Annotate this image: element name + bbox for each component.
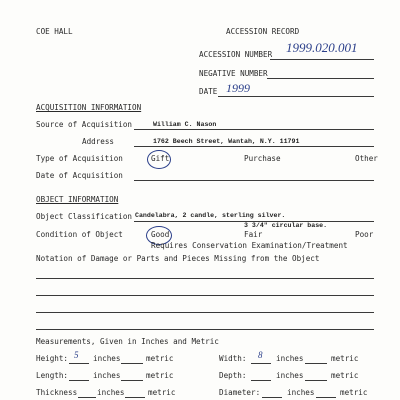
width-label: Width: [219,354,247,363]
source-line [134,129,374,130]
institution-name: COE HALL [36,27,73,36]
height-inches-line [69,363,89,364]
type-label: Type of Acquisition [36,154,123,163]
thickness-metric-label: metric [148,388,176,397]
damage-line-1 [36,278,374,279]
thickness-inches-line [78,397,96,398]
type-option-purchase: Purchase [244,154,281,163]
gift-selection-circle [147,150,171,169]
width-metric-line [305,363,327,364]
date-label: DATE [199,87,218,96]
height-label: Height: [36,354,69,363]
date-line [218,96,374,97]
type-option-gift: Gift [151,154,170,163]
classification-label: Object Classification [36,212,133,221]
negative-number-label: NEGATIVE NUMBER [199,69,268,78]
date-value: 1999 [226,81,250,95]
acquisition-section-title: ACQUISITION INFORMATION [36,103,142,112]
acquisition-date-label: Date of Acquisition [36,171,123,180]
diameter-metric-label: metric [340,388,368,397]
diameter-inches-label: inches [287,388,315,397]
width-metric-label: metric [331,354,359,363]
height-metric-label: metric [146,354,174,363]
thickness-label: Thickness [36,388,78,397]
diameter-inches-line [262,397,282,398]
accession-number-line [270,59,374,60]
diameter-metric-line [316,397,336,398]
negative-number-line [267,78,374,79]
acquisition-date-line [134,180,374,181]
width-value: 8 [258,350,263,360]
damage-notation-label: Notation of Damage or Parts and Pieces Missing from the Object [36,254,320,263]
length-inches-label: inches [93,371,121,380]
condition-label: Condition of Object [36,230,123,239]
width-inches-label: inches [276,354,304,363]
record-title: ACCESSION RECORD [226,27,300,36]
source-value: William C. Nason [153,121,217,128]
depth-label: Depth: [219,371,247,380]
accession-number-value: 1999.020.001 [286,40,358,55]
address-label: Address [82,137,115,146]
type-option-other: Other [355,154,378,163]
source-label: Source of Acquisition [36,120,133,129]
address-line [134,146,374,147]
object-section-title: OBJECT INFORMATION [36,195,119,204]
measurements-title: Measurements, Given in Inches and Metric [36,337,219,346]
condition-option-good: Good [151,230,170,239]
thickness-inches-label: inches [97,388,125,397]
classification-value-continued: 3 3/4" circular base. [244,222,328,229]
depth-inches-label: inches [276,371,304,380]
length-label: Length: [36,371,69,380]
width-inches-line [251,363,271,364]
diameter-label: Diameter: [219,388,261,397]
damage-line-4 [36,329,374,330]
length-inches-line [69,380,89,381]
damage-line-2 [36,295,374,296]
conservation-note: Requires Conservation Examination/Treatment [151,241,348,250]
condition-option-poor: Poor [355,230,374,239]
height-inches-label: inches [93,354,121,363]
length-metric-line [121,380,143,381]
accession-number-label: ACCESSION NUMBER [199,50,273,59]
height-metric-line [121,363,143,364]
thickness-metric-line [125,397,145,398]
damage-line-3 [36,312,374,313]
depth-metric-label: metric [331,371,359,380]
depth-inches-line [251,380,271,381]
length-metric-label: metric [146,371,174,380]
classification-value: Candelabra, 2 candle, sterling silver. [135,212,286,219]
address-value: 1762 Beech Street, Wantah, N.Y. 11791 [153,138,300,145]
height-value: 5 [74,350,79,360]
depth-metric-line [305,380,327,381]
condition-option-fair: Fair [244,230,263,239]
